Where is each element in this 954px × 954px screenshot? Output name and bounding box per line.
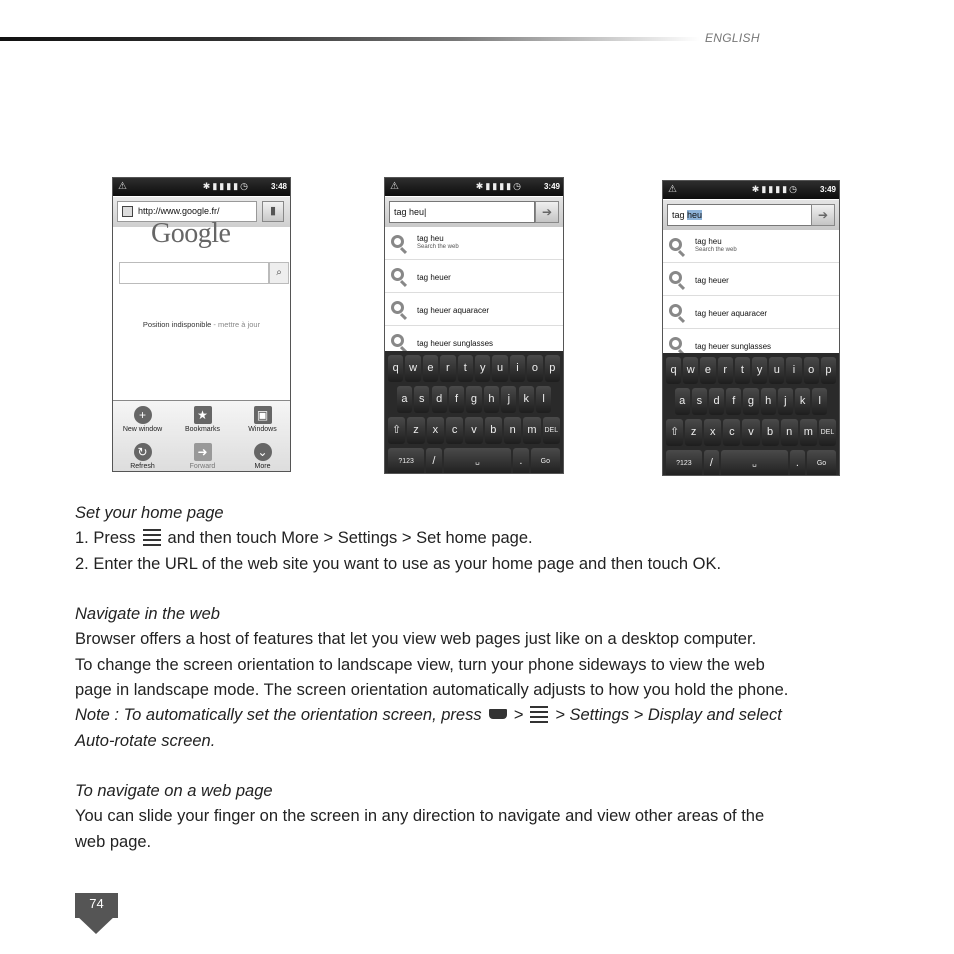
browser-menu xyxy=(113,400,290,472)
search-icon xyxy=(391,301,404,314)
key-r[interactable]: r xyxy=(718,357,733,384)
search-icon xyxy=(391,235,404,248)
page-number: 74 xyxy=(75,893,118,914)
search-input[interactable] xyxy=(667,204,813,226)
search-icon xyxy=(391,334,404,347)
phone-search-selected-screenshot xyxy=(662,180,840,476)
note-text-a: Note : To automatically set the orientation screen, press xyxy=(75,706,482,724)
warning-icon: ⚠ xyxy=(668,184,677,195)
chevron-down-icon: ⌄ xyxy=(254,443,272,461)
key-f[interactable]: f xyxy=(726,388,741,415)
language-label: ENGLISH xyxy=(705,31,760,45)
key-k[interactable]: k xyxy=(795,388,810,415)
key-e[interactable]: e xyxy=(423,355,438,382)
suggestion-title: tag heuer xyxy=(695,276,729,285)
key-s[interactable]: s xyxy=(692,388,707,415)
warning-icon: ⚠ xyxy=(390,181,399,192)
refresh-icon: ↻ xyxy=(134,443,152,461)
home-step-2: 2. Enter the URL of the web site you want to use as your home page and then touch OK. xyxy=(75,555,722,573)
key-b[interactable]: b xyxy=(762,419,779,446)
key-w[interactable]: w xyxy=(683,357,698,384)
key-slash[interactable]: / xyxy=(704,450,719,476)
suggestion-title: tag heuer xyxy=(417,273,451,282)
menu-more[interactable] xyxy=(233,440,291,472)
key-x[interactable]: x xyxy=(704,419,721,446)
key-o[interactable]: o xyxy=(527,355,542,382)
status-bar xyxy=(663,181,839,199)
key-n[interactable]: n xyxy=(504,417,521,444)
key-f[interactable]: f xyxy=(449,386,464,413)
key-p[interactable]: p xyxy=(545,355,560,382)
step1-text-b: and then touch More > Settings > Set home page. xyxy=(167,529,533,547)
suggestion-item[interactable] xyxy=(663,264,839,296)
menu-icon xyxy=(529,705,549,723)
suggestion-subtitle: Search the web xyxy=(695,247,737,253)
keyboard xyxy=(385,351,563,474)
menu-new-window[interactable] xyxy=(113,403,172,439)
key-go[interactable]: Go xyxy=(531,448,560,474)
status-time: 3:48 xyxy=(270,182,287,191)
note-text-b: > Settings > Display and select xyxy=(555,706,782,724)
key-m[interactable]: m xyxy=(800,419,817,446)
key-r[interactable]: r xyxy=(440,355,455,382)
menu-label: Bookmarks xyxy=(184,426,220,433)
search-icon xyxy=(391,268,404,281)
key-u[interactable]: u xyxy=(492,355,507,382)
key-g[interactable]: g xyxy=(466,386,481,413)
key-s[interactable]: s xyxy=(414,386,429,413)
menu-label: Windows xyxy=(248,426,277,433)
key-c[interactable]: c xyxy=(723,419,740,446)
key-c[interactable]: c xyxy=(446,417,463,444)
key-t[interactable]: t xyxy=(735,357,750,384)
key-del[interactable]: DEL xyxy=(819,419,836,446)
home-step-1 xyxy=(75,528,533,548)
suggestion-title: tag heuer aquaracer xyxy=(695,309,768,318)
navigate-heading: Navigate in the web xyxy=(75,605,220,623)
key-space[interactable]: ␣ xyxy=(444,448,512,474)
key-a[interactable]: a xyxy=(675,388,690,415)
orientation-note-end: Auto-rotate screen. xyxy=(75,732,216,750)
key-h[interactable]: h xyxy=(484,386,499,413)
search-bar xyxy=(663,200,839,230)
key-n[interactable]: n xyxy=(781,419,798,446)
menu-refresh[interactable] xyxy=(113,440,172,472)
suggestion-item[interactable] xyxy=(663,231,839,263)
location-message xyxy=(113,320,290,329)
location-text: Position indisponible xyxy=(142,320,212,329)
status-bar xyxy=(385,178,563,196)
bookmarks-icon: ★ xyxy=(194,406,212,424)
key-symbols[interactable]: ?123 xyxy=(388,448,424,474)
arrow-right-icon[interactable]: ➔ xyxy=(535,201,559,223)
suggestion-item[interactable] xyxy=(385,228,563,260)
key-i[interactable]: i xyxy=(510,355,525,382)
key-x[interactable]: x xyxy=(427,417,444,444)
key-w[interactable]: w xyxy=(405,355,420,382)
suggestion-item[interactable] xyxy=(385,261,563,293)
orientation-note xyxy=(75,705,782,725)
menu-bookmarks[interactable] xyxy=(173,403,232,439)
windows-icon: ▣ xyxy=(254,406,272,424)
status-icons: ✱▮▮▮▮◷ xyxy=(202,181,250,191)
keyboard xyxy=(663,353,839,476)
key-g[interactable]: g xyxy=(743,388,758,415)
key-a[interactable]: a xyxy=(397,386,412,413)
navigate-paragraph-3: page in landscape mode. The screen orientation automatically adjusts to how you hold the phone. xyxy=(75,681,789,699)
bookmark-icon[interactable]: ▮ xyxy=(262,201,284,222)
key-o[interactable]: o xyxy=(804,357,819,384)
key-z[interactable]: z xyxy=(685,419,702,446)
page-number-badge xyxy=(75,893,118,937)
key-z[interactable]: z xyxy=(407,417,424,444)
status-time: 3:49 xyxy=(819,185,836,194)
key-q[interactable]: q xyxy=(666,357,681,384)
search-bar xyxy=(385,197,563,227)
key-h[interactable]: h xyxy=(761,388,776,415)
status-time: 3:49 xyxy=(543,182,560,191)
menu-label: More xyxy=(254,463,271,470)
key-y[interactable]: y xyxy=(475,355,490,382)
step1-text-a: 1. Press xyxy=(75,529,136,547)
search-icon[interactable]: ⌕ xyxy=(269,262,289,284)
phone-search-screenshot xyxy=(384,177,564,474)
status-icons: ✱▮▮▮▮◷ xyxy=(475,181,523,191)
web-page-paragraph-2: web page. xyxy=(75,833,152,851)
page-badge-arrow xyxy=(75,914,117,934)
key-space[interactable]: ␣ xyxy=(721,450,788,476)
key-symbols[interactable]: ?123 xyxy=(666,450,702,476)
suggestion-title: tag heu xyxy=(417,234,444,243)
web-page-paragraph-1: You can slide your finger on the screen in any direction to navigate and view other areas of the xyxy=(75,807,765,825)
warning-icon: ⚠ xyxy=(118,181,127,192)
key-p[interactable]: p xyxy=(821,357,836,384)
plus-icon: + xyxy=(134,406,152,424)
key-e[interactable]: e xyxy=(700,357,715,384)
suggestion-subtitle: Search the web xyxy=(417,244,459,250)
url-text: http://www.google.fr/ xyxy=(138,206,220,216)
note-separator: > xyxy=(513,706,524,724)
web-page-heading: To navigate on a web page xyxy=(75,782,273,800)
google-search-input[interactable] xyxy=(119,262,269,284)
key-t[interactable]: t xyxy=(458,355,473,382)
google-logo: Google xyxy=(151,218,231,249)
key-period[interactable]: . xyxy=(513,448,528,474)
suggestion-title: tag heuer aquaracer xyxy=(417,306,490,315)
menu-forward[interactable] xyxy=(173,440,232,472)
menu-label: Forward xyxy=(189,463,216,470)
search-icon xyxy=(669,271,682,284)
key-j[interactable]: j xyxy=(778,388,793,415)
key-l[interactable]: l xyxy=(812,388,827,415)
key-shift[interactable]: ⇧ xyxy=(666,419,683,446)
menu-windows[interactable] xyxy=(233,403,291,439)
menu-label: New window xyxy=(122,426,163,433)
search-input[interactable]: tag heu| xyxy=(389,201,535,223)
key-del[interactable]: DEL xyxy=(543,417,560,444)
key-y[interactable]: y xyxy=(752,357,767,384)
header-rule xyxy=(0,37,700,41)
key-j[interactable]: j xyxy=(501,386,516,413)
status-icons: ✱▮▮▮▮◷ xyxy=(751,184,799,194)
key-m[interactable]: m xyxy=(523,417,540,444)
key-u[interactable]: u xyxy=(769,357,784,384)
search-icon xyxy=(669,337,682,350)
suggestion-title: tag heuer sunglasses xyxy=(417,339,494,348)
key-go[interactable]: Go xyxy=(807,450,836,476)
key-l[interactable]: l xyxy=(536,386,551,413)
search-selection: heu xyxy=(687,210,703,220)
menu-icon xyxy=(142,528,162,546)
key-d[interactable]: d xyxy=(432,386,447,413)
location-update-link[interactable]: - mettre à jour xyxy=(213,320,261,329)
suggestion-item[interactable] xyxy=(385,294,563,326)
key-b[interactable]: b xyxy=(485,417,502,444)
key-period[interactable]: . xyxy=(790,450,805,476)
suggestion-title: tag heu xyxy=(695,237,722,246)
key-v[interactable]: v xyxy=(742,419,759,446)
key-shift[interactable]: ⇧ xyxy=(388,417,405,444)
key-slash[interactable]: / xyxy=(426,448,441,474)
home-page-heading: Set your home page xyxy=(75,504,224,522)
suggestion-title: tag heuer sunglasses xyxy=(695,342,772,351)
arrow-right-icon[interactable]: ➔ xyxy=(811,204,835,226)
key-k[interactable]: k xyxy=(519,386,534,413)
key-q[interactable]: q xyxy=(388,355,403,382)
key-d[interactable]: d xyxy=(709,388,724,415)
forward-icon: ➜ xyxy=(194,443,212,461)
search-query: tag xyxy=(672,210,688,220)
navigate-paragraph-2: To change the screen orientation to landscape view, turn your phone sideways to view the web xyxy=(75,656,765,674)
phone-browser-screenshot xyxy=(112,177,291,472)
key-v[interactable]: v xyxy=(465,417,482,444)
favicon-icon xyxy=(122,206,133,217)
search-icon xyxy=(669,304,682,317)
menu-label: Refresh xyxy=(130,463,155,470)
search-icon xyxy=(669,238,682,251)
menu-key-icon xyxy=(488,705,508,723)
search-query: tag heu xyxy=(394,207,425,217)
status-bar xyxy=(113,178,290,196)
suggestion-item[interactable] xyxy=(663,297,839,329)
navigate-paragraph-1: Browser offers a host of features that let you view web pages just like on a desktop computer. xyxy=(75,630,757,648)
key-i[interactable]: i xyxy=(786,357,801,384)
